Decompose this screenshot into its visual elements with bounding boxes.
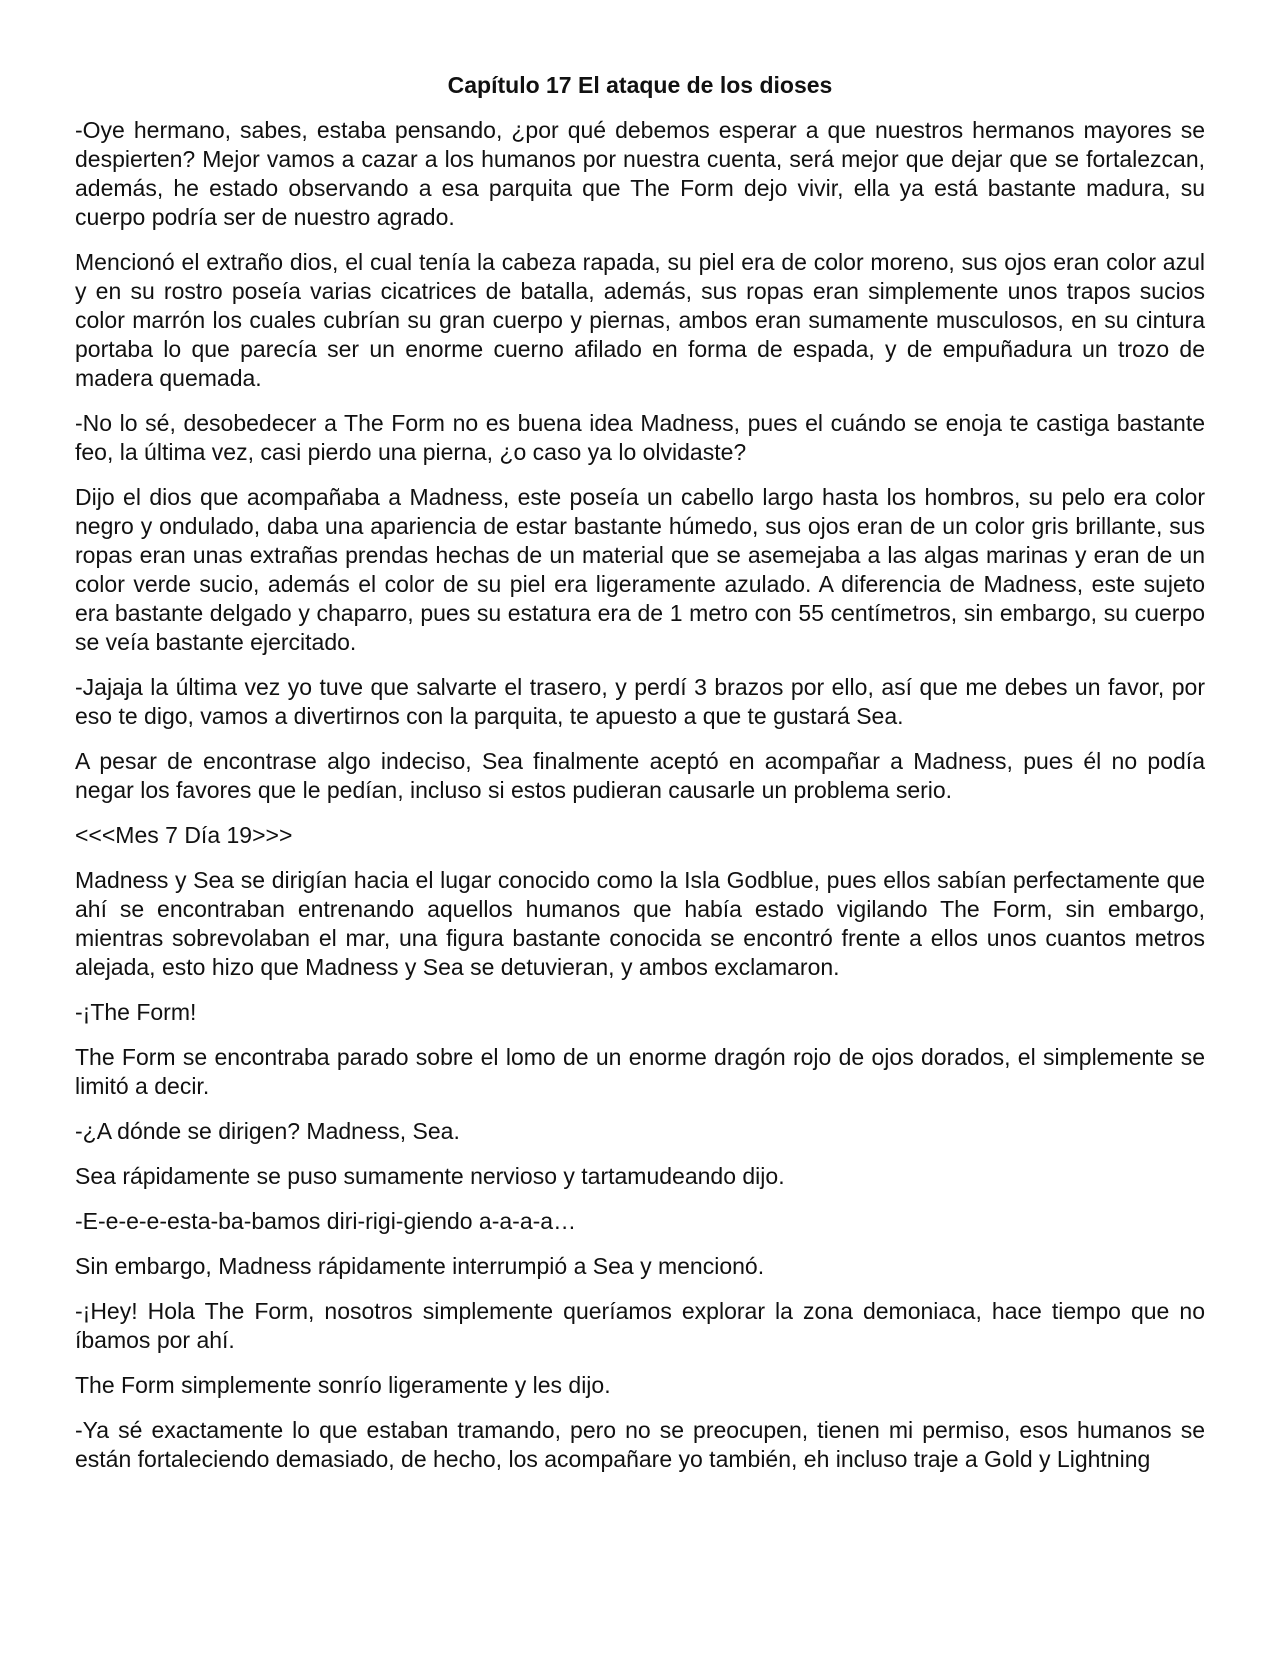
paragraph: Madness y Sea se dirigían hacia el lugar conocido como la Isla Godblue, pues ellos sabían perfectamente que ahí se encontraban entrenando aquellos humanos que había estado vigilando The Form, sin embargo, mientras sobrevolaban el mar, una figura bastante conocida se encontró frente a ellos unos cuantos metros alejada, esto hizo que Madness y Sea se detuvieran, y ambos exclamaron.	[75, 867, 1205, 980]
paragraph: -Oye hermano, sabes, estaba pensando, ¿por qué debemos esperar a que nuestros hermanos mayores se despierten? Mejor vamos a cazar a los humanos por nuestra cuenta, será mejor que dejar que se fortalezcan, además, he estado observando a esa parquita que The Form dejo vivir, ella ya está bastante madura, su cuerpo podría ser de nuestro agrado.	[75, 117, 1205, 230]
paragraph: Mencionó el extraño dios, el cual tenía la cabeza rapada, su piel era de color moreno, sus ojos eran color azul y en su rostro poseía varias cicatrices de batalla, además, sus ropas eran simplemente unos trapos sucios color marrón los cuales cubrían su gran cuerpo y piernas, ambos eran sumamente musculosos, en su cintura portaba lo que parecía ser un enorme cuerno afilado en forma de espada, y de empuñadura un trozo de madera quemada.	[75, 249, 1205, 391]
paragraph: The Form se encontraba parado sobre el lomo de un enorme dragón rojo de ojos dorados, el simplemente se limitó a decir.	[75, 1044, 1205, 1099]
paragraph: A pesar de encontrase algo indeciso, Sea finalmente aceptó en acompañar a Madness, pues él no podía negar los favores que le pedían, incluso si estos pudieran causarle un problema serio.	[75, 748, 1205, 803]
paragraph: -E-e-e-e-esta-ba-bamos diri-rigi-giendo a-a-a-a…	[75, 1208, 577, 1234]
paragraph: Sea rápidamente se puso sumamente nervioso y tartamudeando dijo.	[75, 1163, 785, 1189]
document-page	[75, 70, 1205, 1490]
paragraph: -¡The Form!	[75, 999, 197, 1025]
paragraph: The Form simplemente sonrío ligeramente y les dijo.	[75, 1372, 611, 1398]
paragraph: -No lo sé, desobedecer a The Form no es buena idea Madness, pues el cuándo se enoja te castiga bastante feo, la última vez, casi pierdo una pierna, ¿o caso ya lo olvidaste?	[75, 410, 1205, 465]
paragraph: -Ya sé exactamente lo que estaban tramando, pero no se preocupen, tienen mi permiso, esos humanos se están fortaleciendo demasiado, de hecho, los acompañare yo también, eh incluso traje a Gold y Lightning	[75, 1417, 1205, 1472]
paragraph: Sin embargo, Madness rápidamente interrumpió a Sea y mencionó.	[75, 1253, 765, 1279]
paragraph: -Jajaja la última vez yo tuve que salvarte el trasero, y perdí 3 brazos por ello, así que me debes un favor, por eso te digo, vamos a divertirnos con la parquita, te apuesto a que te gustará Sea.	[75, 674, 1205, 729]
date-marker: <<<Mes 7 Día 19>>>	[75, 822, 293, 848]
paragraph: -¿A dónde se dirigen? Madness, Sea.	[75, 1118, 460, 1144]
chapter-title: Capítulo 17 El ataque de los dioses	[447, 72, 833, 98]
paragraph: -¡Hey! Hola The Form, nosotros simplemente queríamos explorar la zona demoniaca, hace tiempo que no íbamos por ahí.	[75, 1298, 1205, 1353]
paragraph: Dijo el dios que acompañaba a Madness, este poseía un cabello largo hasta los hombros, su pelo era color negro y ondulado, daba una apariencia de estar bastante húmedo, sus ojos eran de un color gris brillante, sus ropas eran unas extrañas prendas hechas de un material que se asemejaba a las algas marinas y eran de un color verde sucio, además el color de su piel era ligeramente azulado. A diferencia de Madness, este sujeto era bastante delgado y chaparro, pues su estatura era de 1 metro con 55 centímetros, sin embargo, su cuerpo se veía bastante ejercitado.	[75, 484, 1205, 655]
